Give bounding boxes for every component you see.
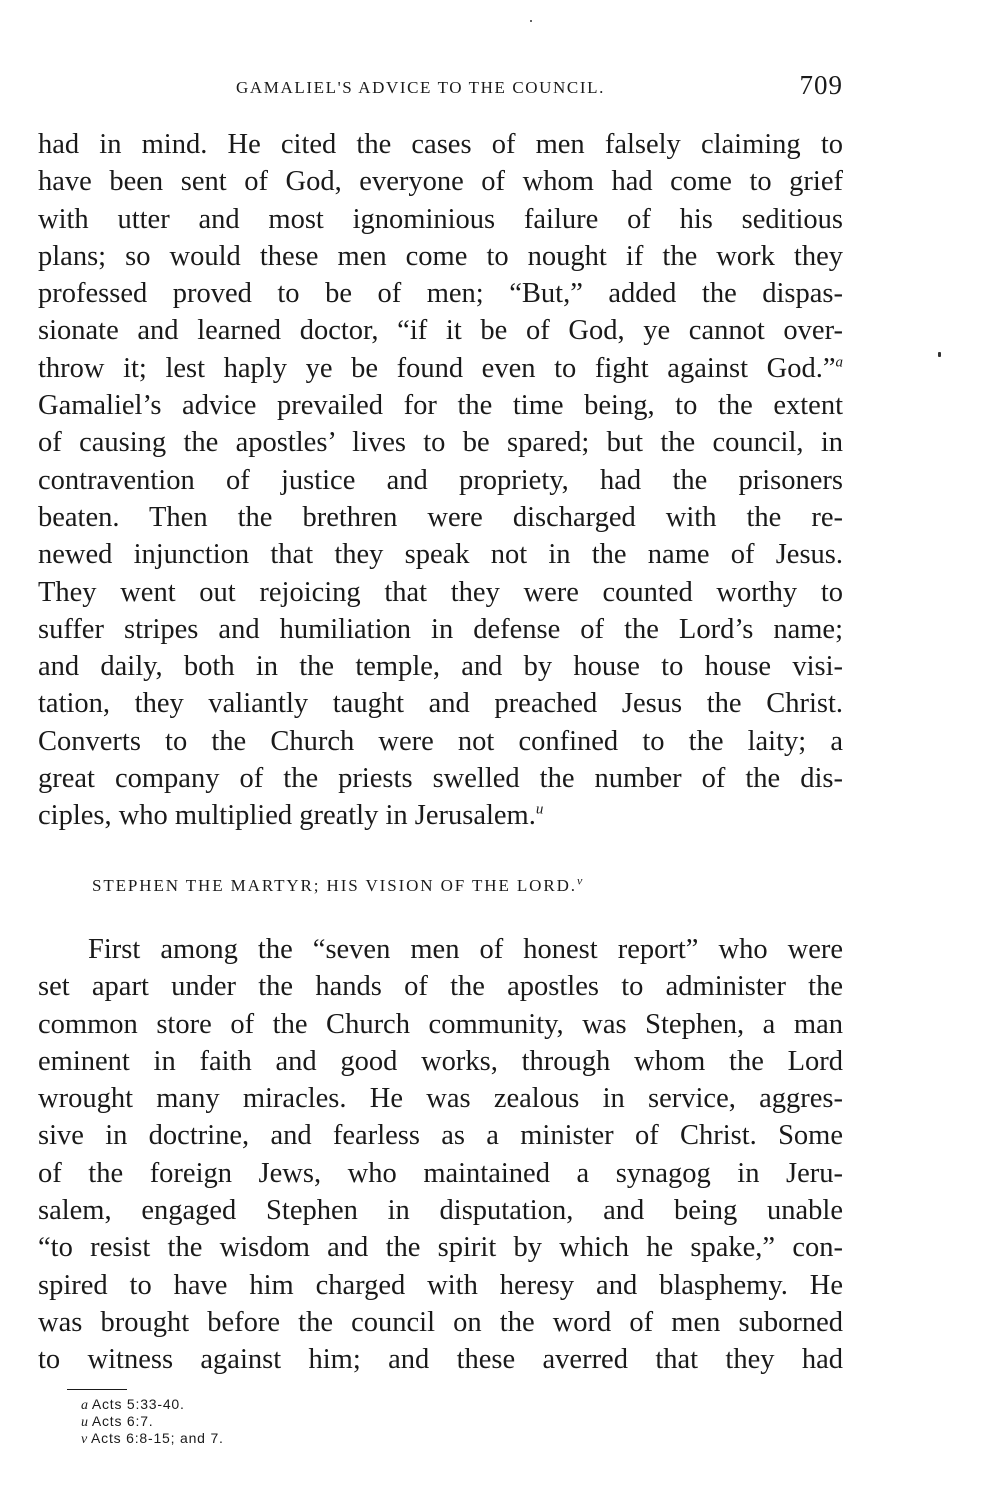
- text-line: had in mind. He cited the cases of men falsely claiming to: [38, 129, 843, 160]
- paragraph-stephen: [38, 931, 843, 1379]
- text-line: salem, engaged Stephen in disputation, and being unable: [38, 1195, 843, 1227]
- text-line: with utter and most ignominious failure of his seditious: [38, 203, 843, 235]
- text-line: sionate and learned doctor, “if it be of God, ye cannot over-: [38, 315, 843, 347]
- text-line: was brought before the council on the word of men suborned: [38, 1306, 843, 1338]
- text-line: spired to have him charged with heresy and blasphemy. He: [38, 1269, 843, 1301]
- text-line-with-ref: [38, 797, 843, 834]
- text-line: wrought many miracles. He was zealous in service, aggres-: [38, 1083, 843, 1115]
- text-line: plans; so would these men come to nought if the work they: [38, 240, 843, 272]
- text-line: Converts to the Church were not confined to the laity; a: [38, 725, 843, 757]
- text-line: contravention of justice and propriety, had the prisoners: [38, 464, 843, 496]
- text-line: eminent in faith and good works, through whom the Lord: [38, 1045, 843, 1077]
- footnote-mark: u: [81, 1415, 89, 1430]
- footnote-item: [81, 1430, 224, 1447]
- text-line: They went out rejoicing that they were counted worthy to: [38, 576, 843, 608]
- text-line: “to resist the wisdom and the spirit by which he spake,” con-: [38, 1232, 843, 1264]
- section-heading-text: STEPHEN THE MARTYR; HIS VISION OF THE LORD.: [92, 876, 577, 895]
- text-line: of the foreign Jews, who maintained a synagog in Jeru-: [38, 1157, 843, 1189]
- text-line: throw it; lest haply ye be found even to fight against God.”: [38, 352, 836, 384]
- scan-speck: [938, 352, 941, 357]
- footnote-mark: v: [81, 1432, 89, 1447]
- text-line: Gamaliel’s advice prevailed for the time being, to the extent: [38, 390, 843, 422]
- footnote-ref-u: u: [535, 801, 544, 818]
- text-line: newed injunction that they speak not in the name of Jesus.: [38, 539, 843, 571]
- paragraph-gamaliel-advice: [38, 126, 843, 835]
- footnote-text: Acts 6:8-15; and 7.: [91, 1430, 224, 1446]
- running-title: GAMALIEL'S ADVICE TO THE COUNCIL.: [236, 78, 605, 97]
- text-line: common store of the Church community, was Stephen, a man: [38, 1008, 843, 1040]
- text-line: and daily, both in the temple, and by house to house visi-: [38, 651, 843, 683]
- text-line: First among the “seven men of honest report” who were: [88, 934, 843, 965]
- text-line: ciples, who multiplied greatly in Jerusalem.: [38, 800, 536, 832]
- footnote-mark: a: [81, 1398, 89, 1413]
- scan-speck: [530, 20, 532, 22]
- text-line: beaten. Then the brethren were discharged with the re-: [38, 501, 843, 533]
- footnotes: [81, 1396, 224, 1447]
- footnote-divider: [67, 1389, 127, 1390]
- page-number: 709: [799, 70, 843, 100]
- text-line: of causing the apostles’ lives to be spared; but the council, in: [38, 427, 843, 459]
- footnote-item: [81, 1396, 224, 1413]
- footnote-text: Acts 6:7.: [91, 1413, 154, 1429]
- section-heading: [92, 873, 583, 896]
- footnote-ref-v: v: [576, 873, 583, 888]
- footnote-text: Acts 5:33-40.: [91, 1396, 185, 1412]
- text-line-with-ref: [38, 350, 843, 387]
- text-line: have been sent of God, everyone of whom had come to grief: [38, 166, 843, 198]
- text-line: professed proved to be of men; “But,” added the dispas-: [38, 278, 843, 310]
- footnote-item: [81, 1413, 224, 1430]
- text-line: tation, they valiantly taught and preached Jesus the Christ.: [38, 688, 843, 720]
- text-line: great company of the priests swelled the number of the dis-: [38, 763, 843, 795]
- text-line: to witness against him; and these averred that they had: [38, 1344, 843, 1376]
- footnote-ref-a: a: [835, 354, 843, 371]
- text-line: set apart under the hands of the apostles to administer the: [38, 971, 843, 1003]
- text-line: sive in doctrine, and fearless as a minister of Christ. Some: [38, 1120, 843, 1152]
- text-line: suffer stripes and humiliation in defense of the Lord’s name;: [38, 613, 843, 645]
- running-head: [38, 70, 843, 104]
